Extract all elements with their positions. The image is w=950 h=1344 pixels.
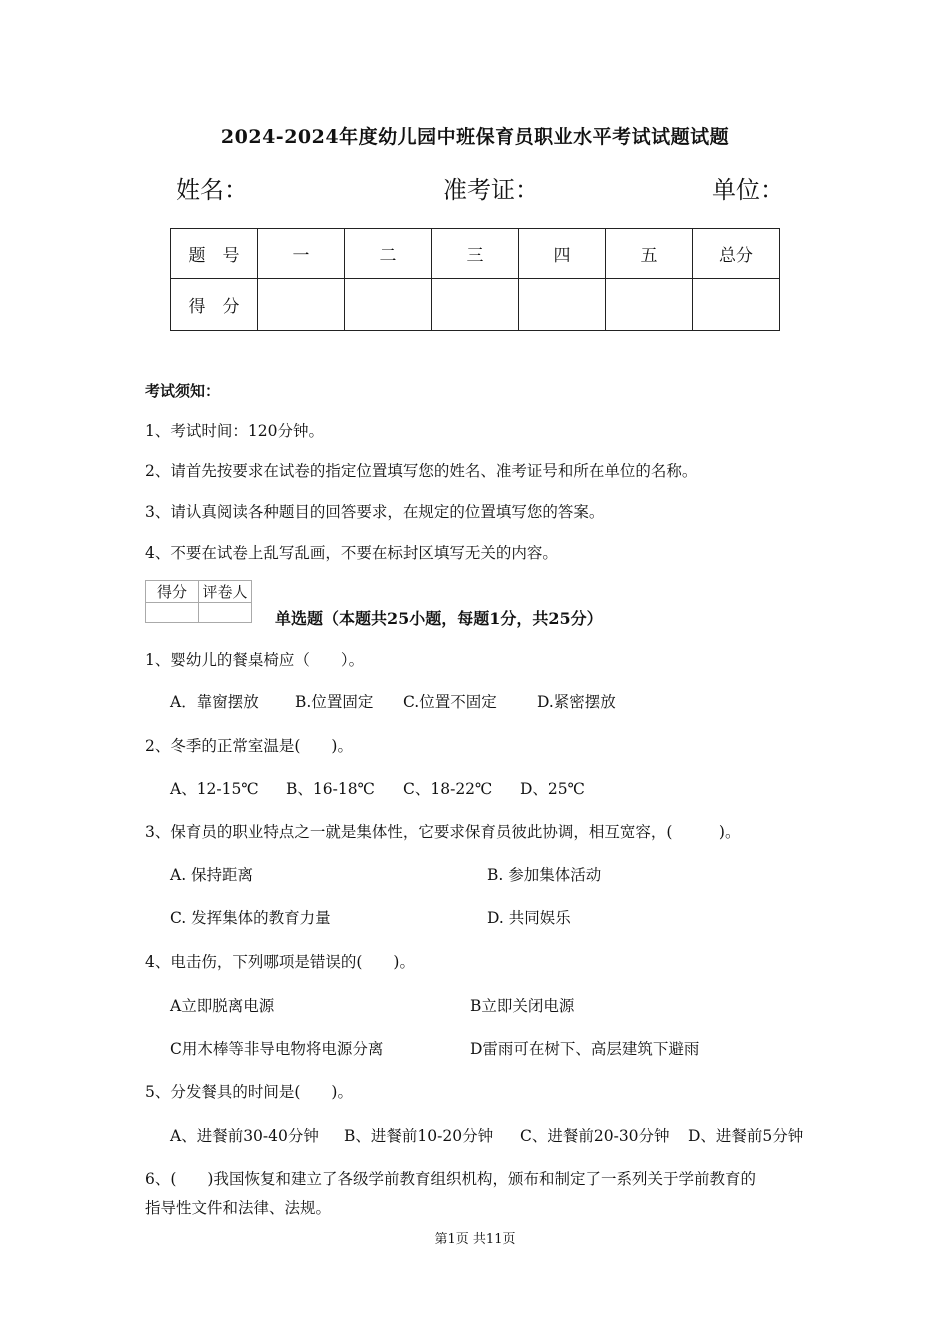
question-stem: 5、分发餐具的时间是( )。 — [145, 1083, 353, 1101]
score-entry-cell[interactable] — [693, 279, 780, 331]
page-footer: 第1页 共11页 — [434, 1232, 516, 1247]
unit-label: 单位： — [712, 176, 784, 204]
option: B、进餐前10-20分钟 — [344, 1127, 494, 1145]
score-table-cell: 五 — [606, 229, 693, 279]
score-table-cell: 总分 — [693, 229, 780, 279]
grader-score-label: 得分 — [146, 581, 199, 603]
name-label: 姓名： — [176, 176, 248, 204]
grader-score-cell[interactable] — [146, 603, 199, 623]
score-entry-cell[interactable] — [432, 279, 519, 331]
score-entry-cell[interactable] — [258, 279, 345, 331]
score-entry-cell[interactable] — [606, 279, 693, 331]
option: B立即关闭电源 — [470, 997, 575, 1015]
question-stem-continued: 指导性文件和法律、法规。 — [145, 1199, 332, 1217]
option: D、进餐前5分钟 — [688, 1127, 804, 1145]
option: B、16-18℃ — [286, 780, 375, 798]
notice-item: 2、请首先按要求在试卷的指定位置填写您的姓名、准考证号和所在单位的名称。 — [145, 462, 698, 480]
grader-name-label: 评卷人 — [199, 581, 252, 603]
option: A立即脱离电源 — [170, 997, 275, 1015]
score-row-label: 得 分 — [171, 279, 258, 331]
score-table-cell: 二 — [345, 229, 432, 279]
notice-item: 4、不要在试卷上乱写乱画，不要在标封区填写无关的内容。 — [145, 544, 558, 562]
option: B.位置固定 — [295, 693, 374, 711]
option: A、12-15℃ — [170, 780, 259, 798]
option: D雷雨可在树下、高层建筑下避雨 — [470, 1040, 700, 1058]
grader-box — [145, 580, 252, 623]
option: D.紧密摆放 — [537, 693, 616, 711]
option: D、25℃ — [520, 780, 585, 798]
exam-id-label: 准考证： — [443, 176, 539, 204]
option: C.位置不固定 — [403, 693, 497, 711]
question-stem: 4、电击伤，下列哪项是错误的( )。 — [145, 953, 415, 971]
score-table-cell: 三 — [432, 229, 519, 279]
option: A、进餐前30-40分钟 — [170, 1127, 319, 1145]
score-table-cell: 四 — [519, 229, 606, 279]
option: C、进餐前20-30分钟 — [520, 1127, 670, 1145]
question-stem: 3、保育员的职业特点之一就是集体性，它要求保育员彼此协调，相互宽容，( )。 — [145, 823, 741, 841]
notice-item: 1、考试时间：120分钟。 — [145, 422, 324, 440]
option: B. 参加集体活动 — [487, 866, 602, 884]
question-stem: 2、冬季的正常室温是( )。 — [145, 737, 353, 755]
section-title: 单选题（本题共25小题，每题1分，共25分） — [275, 609, 603, 628]
score-table-cell: 题 号 — [171, 229, 258, 279]
score-table — [170, 228, 780, 331]
option: A. 保持距离 — [170, 866, 254, 884]
score-entry-cell[interactable] — [345, 279, 432, 331]
score-table-score-row — [171, 279, 780, 331]
option: D. 共同娱乐 — [487, 909, 571, 927]
option: A．靠窗摆放 — [170, 693, 259, 711]
question-stem: 6、( )我国恢复和建立了各级学前教育组织机构，颁布和制定了一系列关于学前教育的 — [145, 1170, 756, 1188]
notice-item: 3、请认真阅读各种题目的回答要求，在规定的位置填写您的答案。 — [145, 503, 605, 521]
notice-heading: 考试须知： — [145, 382, 221, 400]
score-table-cell: 一 — [258, 229, 345, 279]
option: C、18-22℃ — [403, 780, 493, 798]
score-table-header-row — [171, 229, 780, 279]
question-stem: 1、婴幼儿的餐桌椅应（ ）。 — [145, 651, 365, 669]
option: C. 发挥集体的教育力量 — [170, 909, 331, 927]
page-title: 2024-2024年度幼儿园中班保育员职业水平考试试题试题 — [220, 126, 730, 148]
grader-name-cell[interactable] — [199, 603, 252, 623]
score-entry-cell[interactable] — [519, 279, 606, 331]
option: C用木棒等非导电物将电源分离 — [170, 1040, 384, 1058]
